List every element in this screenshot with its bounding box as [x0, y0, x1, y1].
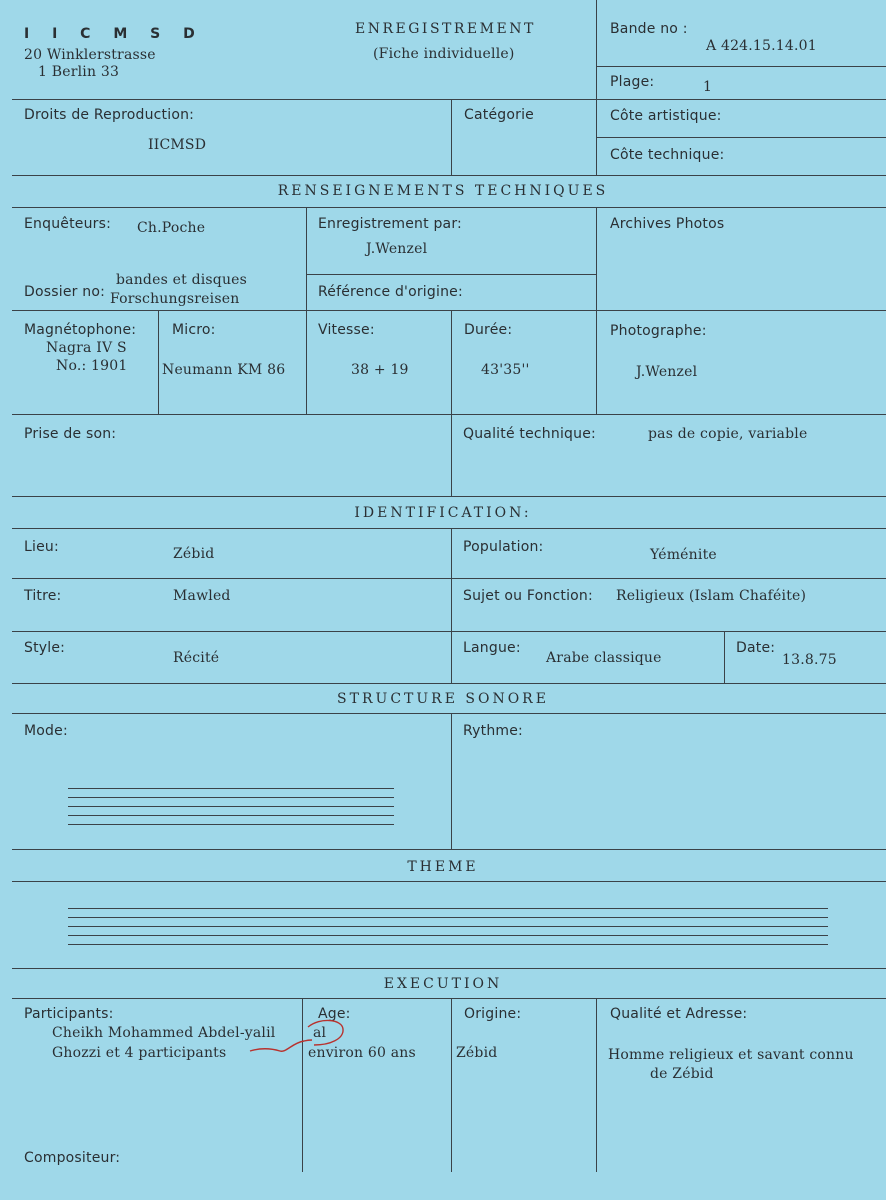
qualite-label: Qualité technique:	[463, 426, 596, 442]
sujet-label: Sujet ou Fonction:	[463, 588, 593, 604]
qualite-adresse-value-1: Homme religieux et savant connu	[608, 1047, 854, 1063]
staff-line	[68, 908, 828, 909]
org-street: 20 Winklerstrasse	[24, 47, 156, 63]
titre-value: Mawled	[173, 588, 231, 604]
staff-line	[68, 788, 394, 789]
rule	[724, 631, 725, 683]
age-value: environ 60 ans	[308, 1045, 416, 1061]
handwritten-insert: al	[313, 1025, 327, 1041]
rule	[451, 528, 452, 683]
section-title-theme: THEME	[407, 859, 479, 875]
micro-label: Micro:	[172, 322, 216, 338]
rule	[596, 0, 597, 99]
section-title-execution: EXECUTION	[383, 976, 503, 992]
form-subtitle: (Fiche individuelle)	[373, 46, 515, 62]
rule	[596, 137, 886, 138]
rule	[12, 849, 886, 850]
rule	[451, 310, 452, 414]
cote-technique-label: Côte technique:	[610, 147, 725, 163]
magnetophone-value-1: Nagra IV S	[46, 340, 127, 356]
vitesse-label: Vitesse:	[318, 322, 375, 338]
photographe-value: J.Wenzel	[636, 364, 698, 380]
rule	[12, 881, 886, 882]
archives-label: Archives Photos	[610, 216, 725, 232]
dossier-value-1: bandes et disques	[116, 272, 248, 288]
red-pen-mark	[248, 1015, 358, 1055]
bande-label: Bande no :	[610, 21, 688, 37]
origine-value: Zébid	[456, 1045, 498, 1061]
rule	[596, 66, 886, 67]
staff-line	[68, 935, 828, 936]
rule	[596, 998, 597, 1172]
micro-value: Neumann KM 86	[162, 362, 286, 378]
style-value: Récité	[173, 650, 220, 666]
rule	[12, 310, 886, 311]
org-logo: I I C M S D	[24, 26, 204, 42]
bande-value: A 424.15.14.01	[706, 38, 817, 54]
rule	[12, 631, 886, 632]
participants-label: Participants:	[24, 1006, 114, 1022]
langue-label: Langue:	[463, 640, 521, 656]
rule	[12, 528, 886, 529]
enregistrement-value: J.Wenzel	[366, 241, 428, 257]
mode-staff-lines	[68, 788, 394, 828]
reference-label: Référence d'origine:	[318, 284, 463, 300]
qualite-value: pas de copie, variable	[648, 426, 808, 442]
prise-label: Prise de son:	[24, 426, 117, 442]
rule	[451, 414, 452, 496]
rule	[12, 998, 886, 999]
rule	[596, 207, 597, 414]
rule	[12, 175, 886, 176]
population-value: Yéménite	[650, 547, 717, 563]
rule	[596, 99, 597, 175]
lieu-label: Lieu:	[24, 539, 59, 555]
staff-line	[68, 824, 394, 825]
magnetophone-value-2: No.: 1901	[56, 358, 128, 374]
compositeur-label: Compositeur:	[24, 1150, 121, 1166]
enregistrement-label: Enregistrement par:	[318, 216, 462, 232]
rule	[12, 496, 886, 497]
staff-line	[68, 926, 828, 927]
date-value: 13.8.75	[782, 652, 837, 668]
age-label: Age:	[318, 1006, 351, 1022]
qualite-adresse-label: Qualité et Adresse:	[610, 1006, 748, 1022]
rule	[451, 713, 452, 849]
rule	[12, 713, 886, 714]
dossier-value-2: Forschungsreisen	[110, 291, 240, 307]
origine-label: Origine:	[464, 1006, 522, 1022]
dossier-label: Dossier no:	[24, 284, 105, 300]
participants-value-2: Ghozzi et 4 participants	[52, 1045, 227, 1061]
rule	[12, 968, 886, 969]
date-label: Date:	[736, 640, 776, 656]
section-title-identification: IDENTIFICATION:	[354, 505, 532, 521]
vitesse-value: 38 + 19	[351, 362, 409, 378]
section-title-structure: STRUCTURE SONORE	[337, 691, 549, 707]
droits-label: Droits de Reproduction:	[24, 107, 195, 123]
titre-label: Titre:	[24, 588, 62, 604]
rule	[451, 99, 452, 175]
mode-label: Mode:	[24, 723, 68, 739]
photographe-label: Photographe:	[610, 323, 707, 339]
droits-value: IICMSD	[148, 137, 207, 153]
section-title-technical: RENSEIGNEMENTS TECHNIQUES	[277, 183, 609, 199]
plage-value: 1	[703, 79, 713, 95]
staff-line	[68, 944, 828, 945]
cote-artistique-label: Côte artistique:	[610, 108, 722, 124]
staff-line	[68, 797, 394, 798]
duree-label: Durée:	[464, 322, 513, 338]
plage-label: Plage:	[610, 74, 655, 90]
org-city: 1 Berlin 33	[38, 64, 120, 80]
rule	[451, 998, 452, 1172]
rythme-label: Rythme:	[463, 723, 523, 739]
rule	[12, 578, 886, 579]
qualite-adresse-value-2: de Zébid	[650, 1066, 714, 1082]
population-label: Population:	[463, 539, 544, 555]
staff-line	[68, 806, 394, 807]
theme-staff-lines	[68, 908, 828, 948]
categorie-label: Catégorie	[464, 107, 534, 123]
participants-value-1: Cheikh Mohammed Abdel-yalil	[52, 1025, 276, 1041]
magnetophone-label: Magnétophone:	[24, 322, 137, 338]
rule	[12, 207, 886, 208]
lieu-value: Zébid	[173, 546, 215, 562]
rule	[12, 683, 886, 684]
staff-line	[68, 917, 828, 918]
enqueteurs-label: Enquêteurs:	[24, 216, 112, 232]
rule	[306, 274, 596, 275]
rule	[12, 414, 886, 415]
rule	[306, 207, 307, 414]
sujet-value: Religieux (Islam Chaféite)	[616, 588, 807, 604]
style-label: Style:	[24, 640, 66, 656]
rule	[158, 310, 159, 414]
staff-line	[68, 815, 394, 816]
duree-value: 43'35''	[481, 362, 530, 378]
rule	[12, 99, 886, 100]
enqueteurs-value: Ch.Poche	[137, 220, 206, 236]
langue-value: Arabe classique	[546, 650, 662, 666]
form-title: ENREGISTREMENT	[355, 21, 536, 37]
